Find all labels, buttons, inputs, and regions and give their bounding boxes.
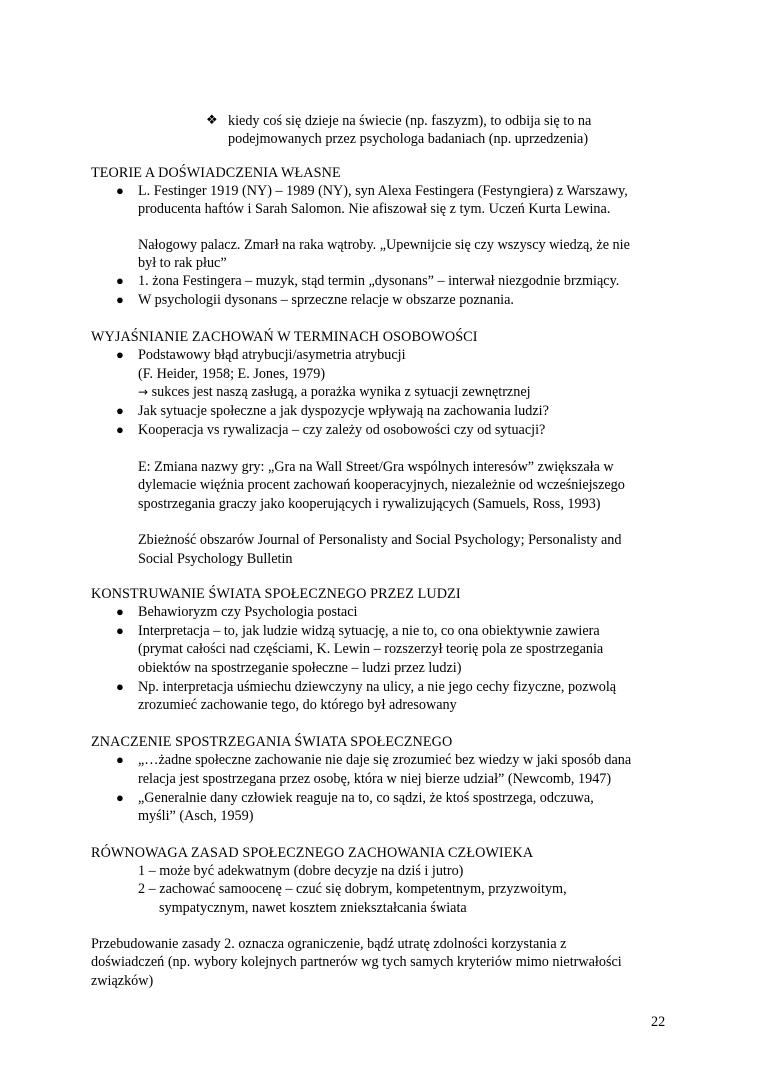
text-line: 2 – zachować samoocenę – czuć się dobrym, kompetentnym, przyzwoitym, xyxy=(138,881,567,897)
text-line: związków) xyxy=(91,973,154,989)
text-line: 1 – może być adekwatnym (dobre decyzje na dziś i jutro) xyxy=(138,863,464,879)
text-line: producenta haftów i Sarah Salomon. Nie afiszował się z tym. Uczeń Kurta Lewina. xyxy=(138,201,611,217)
text-line: Nałogowy palacz. Zmarł na raka wątroby. „Upewnijcie się czy wszyscy wiedzą, że nie xyxy=(138,237,630,253)
text-line: „…żadne społeczne zachowanie nie daje się zrozumieć bez wiedzy w jaki sposób dana xyxy=(138,752,632,768)
text-line: „Generalnie dany człowiek reaguje na to, co sądzi, że ktoś spostrzega, odczuwa, xyxy=(138,790,594,806)
text-line: Zbieżność obszarów Journal of Personalisty and Social Psychology; Personalisty and xyxy=(138,532,622,548)
text-line: 1. żona Festingera – muzyk, stąd termin „dysonans” – interwał niezgodnie brzmiący. xyxy=(138,273,620,289)
text-line: Przebudowanie zasady 2. oznacza ograniczenie, bądź utratę zdolności korzystania z xyxy=(91,936,567,952)
text-line: myśli” (Asch, 1959) xyxy=(138,808,254,824)
text-line: podejmowanych przez psychologa badaniach (np. uprzedzenia) xyxy=(228,131,589,147)
text-line: spostrzegania graczy jako kooperujących i rywalizujących (Samuels, Ross, 1993) xyxy=(138,496,601,512)
text-line: W psychologii dysonans – sprzeczne relacje w obszarze poznania. xyxy=(138,292,514,308)
text-line xyxy=(138,383,531,401)
bullet-icon: ● xyxy=(116,347,124,362)
text-line: E: Zmiana nazwy gry: „Gra na Wall Street/Gra wspólnych interesów” zwiększała w xyxy=(138,459,614,475)
bullet-icon: ● xyxy=(116,604,124,619)
bullet-icon: ● xyxy=(116,790,124,805)
text-line: Jak sytuacje społeczne a jak dyspozycje wpływają na zachowania ludzi? xyxy=(138,403,549,419)
bullet-icon: ● xyxy=(116,403,124,418)
bullet-icon: ● xyxy=(116,422,124,437)
text-line: (prymat całości nad częściami, K. Lewin – rozszerzył teorię pola ze spostrzegania xyxy=(138,641,604,657)
text-span: sukces jest naszą zasługą, a porażka wynika z sytuacji zewnętrznej xyxy=(151,384,531,400)
text-line: Kooperacja vs rywalizacja – czy zależy od osobowości czy od sytuacji? xyxy=(138,422,546,438)
bullet-icon: ● xyxy=(116,273,124,288)
bullet-icon: ● xyxy=(116,623,124,638)
text-line: Podstawowy błąd atrybucji/asymetria atrybucji xyxy=(138,347,406,363)
text-line: sympatycznym, nawet kosztem zniekształcania świata xyxy=(159,900,467,916)
text-line: dylemacie więźnia procent zachowań kooperacyjnych, niezależnie od wcześniejszego xyxy=(138,477,625,493)
arrow-right-icon: → xyxy=(138,385,149,399)
text-line: Interpretacja – to, jak ludzie widzą sytuację, a nie to, co ona obiektywnie zawiera xyxy=(138,623,600,639)
text-line: doświadczeń (np. wybory kolejnych partnerów wg tych samych kryteriów mimo nietrwałości xyxy=(91,954,622,970)
text-line: kiedy coś się dzieje na świecie (np. faszyzm), to odbija się to na xyxy=(228,113,592,129)
text-line: Social Psychology Bulletin xyxy=(138,551,293,567)
text-line: (F. Heider, 1958; E. Jones, 1979) xyxy=(138,366,326,382)
diamond-bullet-icon: ❖ xyxy=(206,113,218,128)
text-line: zrozumieć zachowanie tego, do którego był adresowany xyxy=(138,697,457,713)
text-line: relacja jest spostrzegana przez osobę, która w niej bierze udział” (Newcomb, 1947) xyxy=(138,771,612,787)
bullet-icon: ● xyxy=(116,752,124,767)
section-heading: WYJAŚNIANIE ZACHOWAŃ W TERMINACH OSOBOWOŚCI xyxy=(91,329,478,345)
text-line: Np. interpretacja uśmiechu dziewczyny na ulicy, a nie jego cechy fizyczne, pozwolą xyxy=(138,679,617,695)
section-heading: KONSTRUWANIE ŚWIATA SPOŁECZNEGO PRZEZ LUDZI xyxy=(91,586,461,602)
bullet-icon: ● xyxy=(116,183,124,198)
page-number: 22 xyxy=(651,1014,666,1030)
bullet-icon: ● xyxy=(116,292,124,307)
section-heading: ZNACZENIE SPOSTRZEGANIA ŚWIATA SPOŁECZNEGO xyxy=(91,734,453,750)
text-line: obiektów na spostrzeganie społeczne – ludzi przez ludzi) xyxy=(138,660,462,676)
section-heading: TEORIE A DOŚWIADCZENIA WŁASNE xyxy=(91,165,341,181)
text-line: był to rak płuc” xyxy=(138,255,227,271)
text-line: Behawioryzm czy Psychologia postaci xyxy=(138,604,358,620)
bullet-icon: ● xyxy=(116,679,124,694)
section-heading: RÓWNOWAGA ZASAD SPOŁECZNEGO ZACHOWANIA CZŁOWIEKA xyxy=(91,845,534,861)
text-line: L. Festinger 1919 (NY) – 1989 (NY), syn Alexa Festingera (Festyngiera) z Warszawy, xyxy=(138,183,628,199)
